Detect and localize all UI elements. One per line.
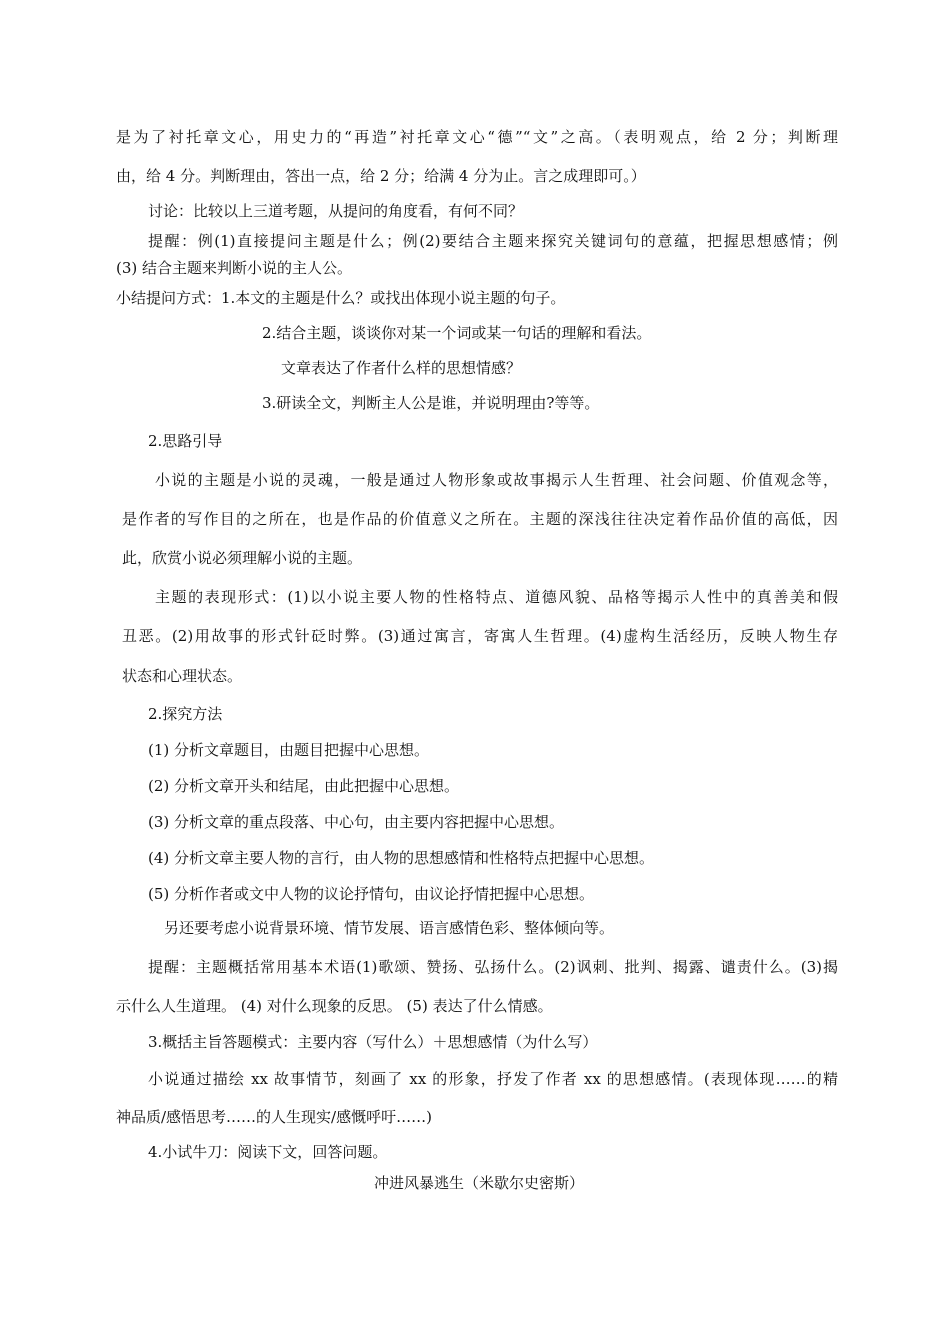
section-heading: 2.探究方法 xyxy=(148,705,223,723)
text-line: 3.研读全文，判断主人公是谁，并说明理由?等等。 xyxy=(262,394,600,412)
text-line: 是为了衬托章文心，用史力的“再造”衬托章文心“德”“文”之高。（表明观点，给 2 分；判断理 xyxy=(116,128,838,146)
text-line: 主题的表现形式：(1)以小说主要人物的性格特点、道德风貌、品格等揭示人性中的真善美和假 xyxy=(155,588,838,606)
text-line: 状态和心理状态。 xyxy=(122,667,243,685)
section-heading: 3.概括主旨答题模式：主要内容（写什么）＋思想感情（为什么写） xyxy=(148,1033,598,1051)
passage-title: 冲进风暴逃生（米歇尔史密斯） xyxy=(374,1174,585,1192)
text-line: 小结提问方式：1.本文的主题是什么？或找出体现小说主题的句子。 xyxy=(116,289,566,307)
list-item: (5) 分析作者或文中人物的议论抒情句，由议论抒情把握中心思想。 xyxy=(148,885,595,903)
list-item: (2) 分析文章开头和结尾，由此把握中心思想。 xyxy=(148,777,460,795)
text-line: 此，欣赏小说必须理解小说的主题。 xyxy=(122,549,363,567)
text-line: (3) 结合主题来判断小说的主人公。 xyxy=(116,259,353,277)
text-line: 示什么人生道理。 (4) 对什么现象的反思。 (5) 表达了什么情感。 xyxy=(116,997,553,1015)
section-heading: 2.思路引导 xyxy=(148,432,223,450)
text-line: 小说的主题是小说的灵魂，一般是通过人物形象或故事揭示人生哲理、社会问题、价值观念等， xyxy=(155,471,838,489)
list-item: (4) 分析文章主要人物的言行，由人物的思想感情和性格特点把握中心思想。 xyxy=(148,849,655,867)
text-line: 丑恶。(2)用故事的形式针砭时弊。(3)通过寓言，寄寓人生哲理。(4)虚构生活经历，反映人物生存 xyxy=(122,627,838,645)
text-line: 由，给 4 分。判断理由，答出一点，给 2 分；给满 4 分为止。言之成理即可。） xyxy=(116,167,646,185)
text-line: 是作者的写作目的之所在，也是作品的价值意义之所在。主题的深浅往往决定着作品价值的高低，因 xyxy=(122,510,838,528)
text-line: 讨论：比较以上三道考题，从提问的角度看，有何不同？ xyxy=(148,202,524,220)
list-item: (1) 分析文章题目，由题目把握中心思想。 xyxy=(148,741,430,759)
text-line: 神品质/感悟思考……的人生现实/感慨呼吁……) xyxy=(116,1108,432,1126)
text-line: 小说通过描绘 xx 故事情节，刻画了 xx 的形象，抒发了作者 xx 的思想感情。(表现体现……的精 xyxy=(148,1070,838,1088)
text-line: 另还要考虑小说背景环境、情节发展、语言感情色彩、整体倾向等。 xyxy=(164,919,615,937)
text-line: 提醒：主题概括常用基本术语(1)歌颂、赞扬、弘扬什么。(2)讽刺、批判、揭露、谴责什么。(3)揭 xyxy=(148,958,838,976)
section-heading: 4.小试牛刀：阅读下文，回答问题。 xyxy=(148,1143,388,1161)
text-line: 文章表达了作者什么样的思想情感？ xyxy=(281,359,522,377)
text-line: 提醒：例(1)直接提问主题是什么；例(2)要结合主题来探究关键词句的意蕴，把握思想感情；例 xyxy=(148,232,838,250)
text-line: 2.结合主题，谈谈你对某一个词或某一句话的理解和看法。 xyxy=(262,324,652,342)
list-item: (3) 分析文章的重点段落、中心句，由主要内容把握中心思想。 xyxy=(148,813,565,831)
